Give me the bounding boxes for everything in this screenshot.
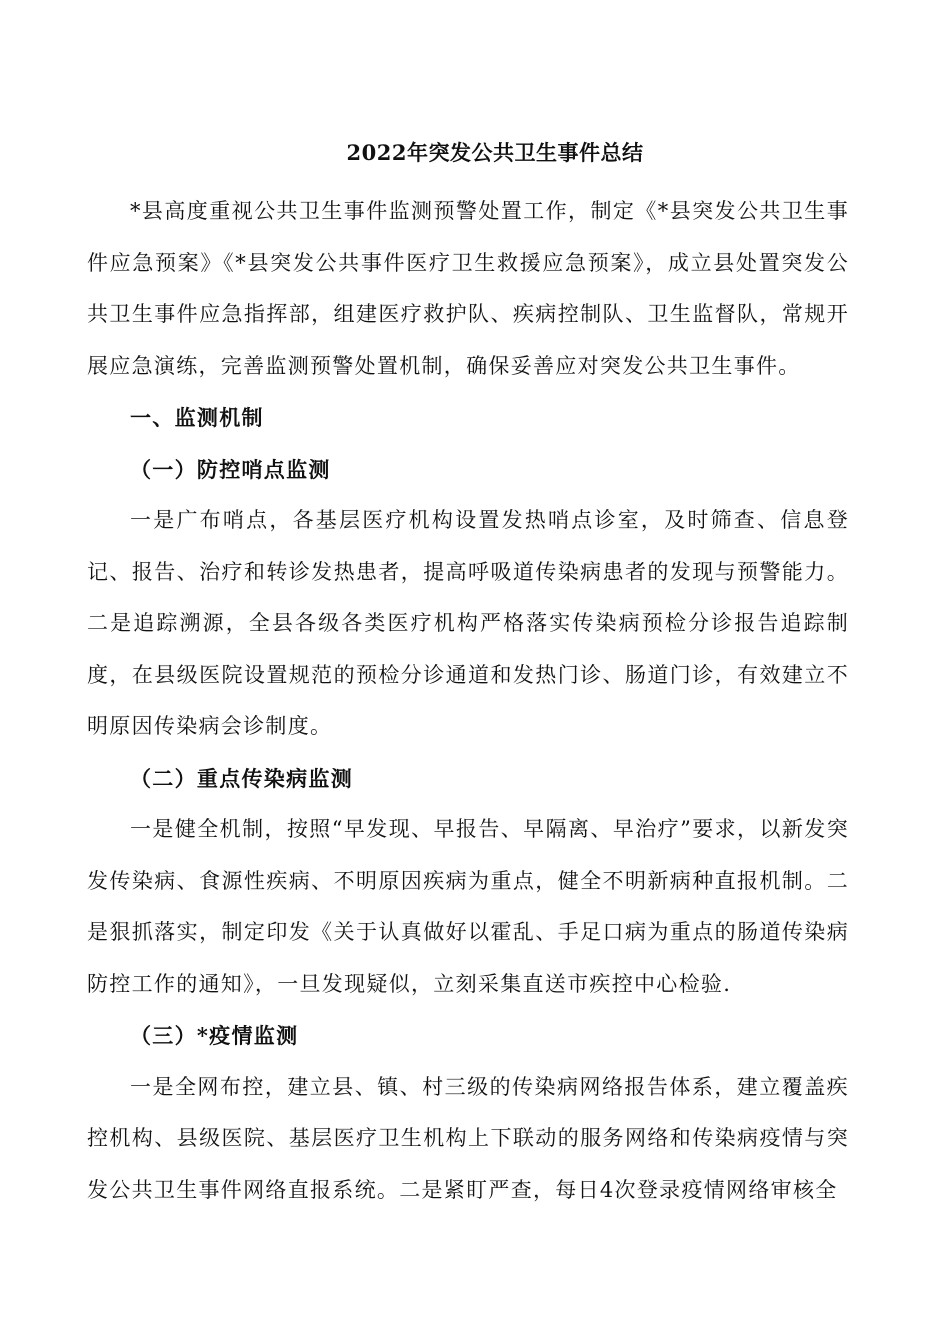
paragraph-key-diseases: 一是健全机制，按照“早发现、早报告、早隔离、早治疗”要求，以新发突发传染病、食源性疾病、不明原因疾病为重点，健全不明新病种直报机制。二是狠抓落实，制定印发《关于认真做好以霍乱、手足口病为重点的肠道传染病防控工作的通知》，一旦发现疑似，立刻采集直送市疾控中心检验. xyxy=(87,817,849,996)
paragraph-epidemic: 一是全网布控，建立县、镇、村三级的传染病网络报告体系，建立覆盖疾控机构、县级医院、基层医疗卫生机构上下联动的服务网络和传染病疫情与突发公共卫生事件网络直报系统。二是紧盯严查，每日4次登录疫情网络审核全 xyxy=(87,1074,849,1202)
intro-paragraph: *县高度重视公共卫生事件监测预警处置工作，制定《*县突发公共卫生事件应急预案》《*县突发公共事件医疗卫生救援应急预案》，成立县处置突发公共卫生事件应急指挥部，组建医疗救护队、疾病控制队、卫生监督队，常规开展应急演练，完善监测预警处置机制，确保妥善应对突发公共卫生事件。 xyxy=(87,199,849,378)
subsection-heading-key-diseases: （二）重点传染病监测 xyxy=(130,765,353,791)
paragraph-sentinel: 一是广布哨点，各基层医疗机构设置发热哨点诊室，及时筛查、信息登记、报告、治疗和转诊发热患者，提高呼吸道传染病患者的发现与预警能力。二是追踪溯源，全县各级各类医疗机构严格落实传染病预检分诊报告追踪制度，在县级医院设置规范的预检分诊通道和发热门诊、肠道门诊，有效建立不明原因传染病会诊制度。 xyxy=(87,508,849,738)
section-heading-monitoring: 一、监测机制 xyxy=(130,405,264,430)
document-body xyxy=(87,186,849,1216)
subsection-heading-epidemic: （三）*疫情监测 xyxy=(130,1023,299,1048)
subsection-heading-sentinel: （一）防控哨点监测 xyxy=(130,456,331,482)
document-title: 2022年突发公共卫生事件总结 xyxy=(346,140,644,165)
